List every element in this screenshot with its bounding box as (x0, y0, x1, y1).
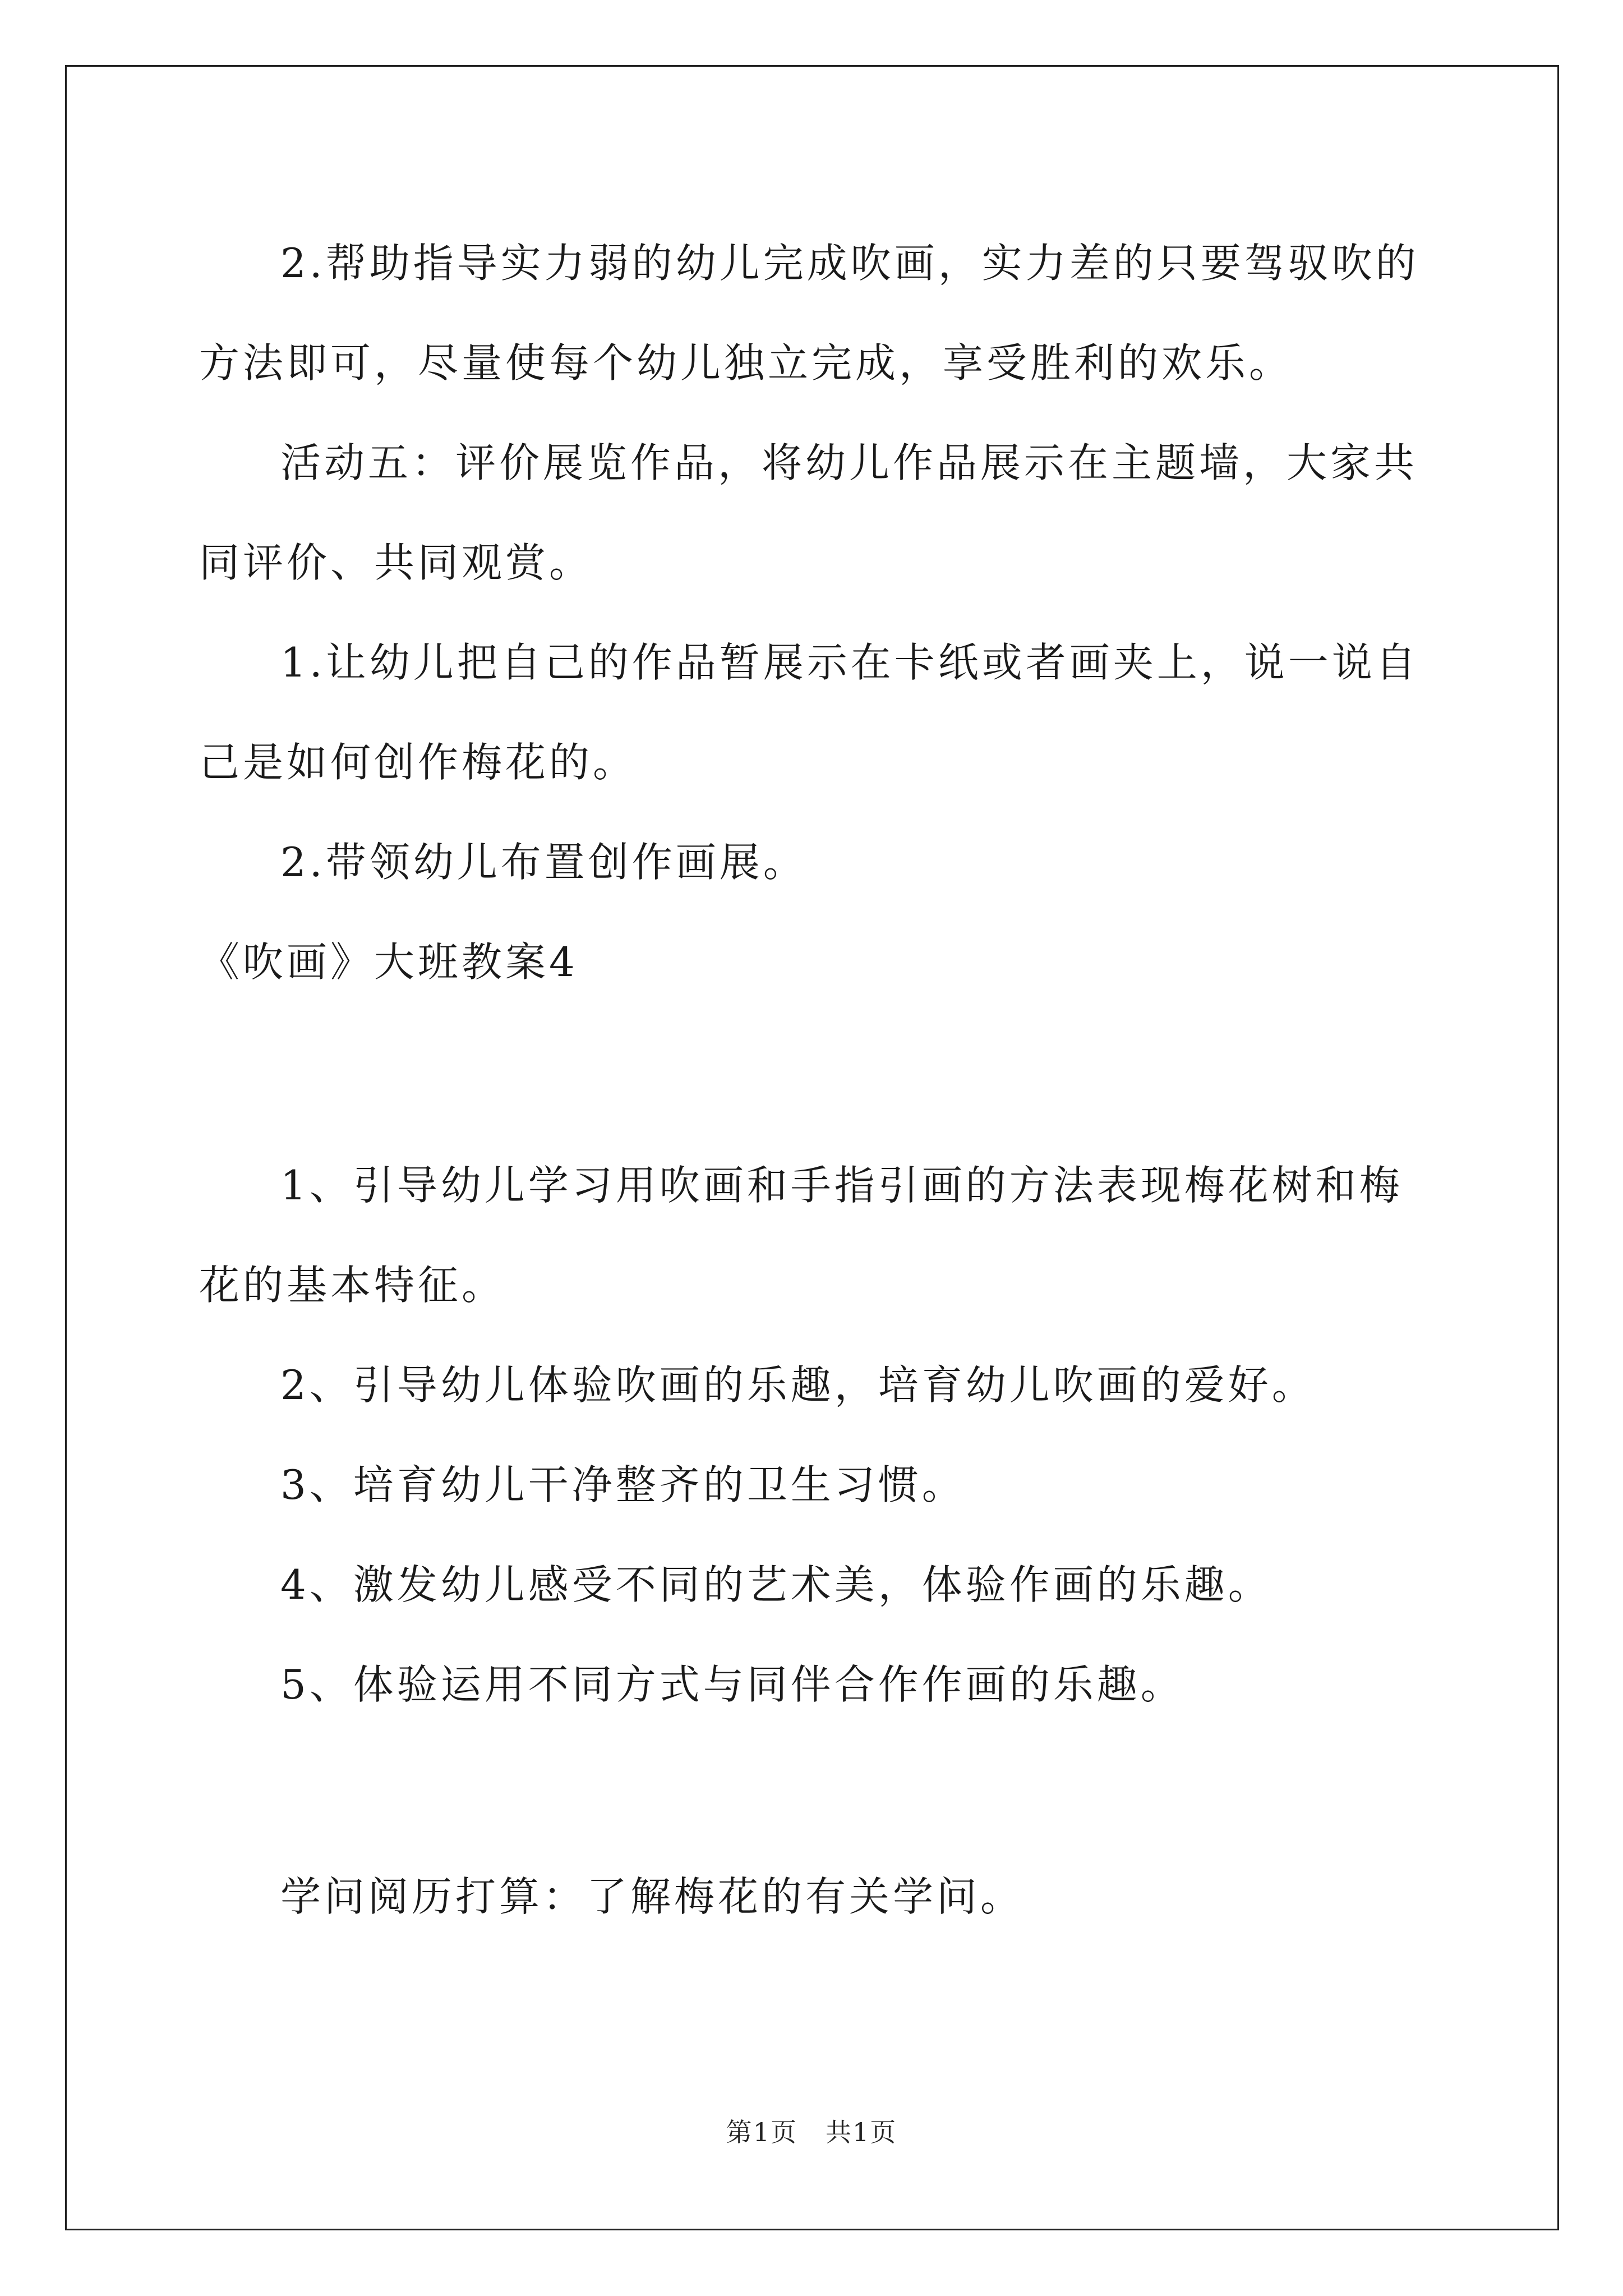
goal-item: 3、培育幼儿干净整齐的卫生习惯。 (280, 1461, 966, 1508)
paragraph: 活动五：评价展览作品，将幼儿作品展示在主题墙，大家共同评价、共同观赏。 (199, 439, 1418, 586)
page-total: 共1页 (826, 2117, 897, 2147)
spacer (199, 1012, 1433, 1135)
spacer (199, 1734, 1433, 1847)
preparation-paragraph: 学问阅历打算：了解梅花的有关学问。 (280, 1873, 1025, 1920)
page-footer (0, 2112, 1623, 2149)
paragraph: 2.带领幼儿布置创作画展。 (280, 839, 807, 886)
section-heading: 《吹画》大班教案4 (199, 938, 578, 986)
goal-item: 5、体验运用不同方式与同伴合作作画的乐趣。 (280, 1661, 1184, 1708)
goal-item: 2、引导幼儿体验吹画的乐趣，培育幼儿吹画的爱好。 (280, 1361, 1316, 1409)
document-body (199, 213, 1433, 1947)
goal-item: 4、激发幼儿感受不同的艺术美，体验作画的乐趣。 (280, 1561, 1272, 1608)
paragraph: 1.让幼儿把自己的作品暂展示在卡纸或者画夹上，说一说自己是如何创作梅花的。 (199, 639, 1419, 786)
goal-item: 1、引导幼儿学习用吹画和手指引画的方法表现梅花树和梅花的基本特征。 (199, 1162, 1403, 1309)
paragraph: 2.帮助指导实力弱的幼儿完成吹画，实力差的只要驾驭吹的方法即可，尽量使每个幼儿独立完成，享受胜利的欢乐。 (199, 240, 1419, 386)
page-number: 第1页 (726, 2117, 797, 2147)
